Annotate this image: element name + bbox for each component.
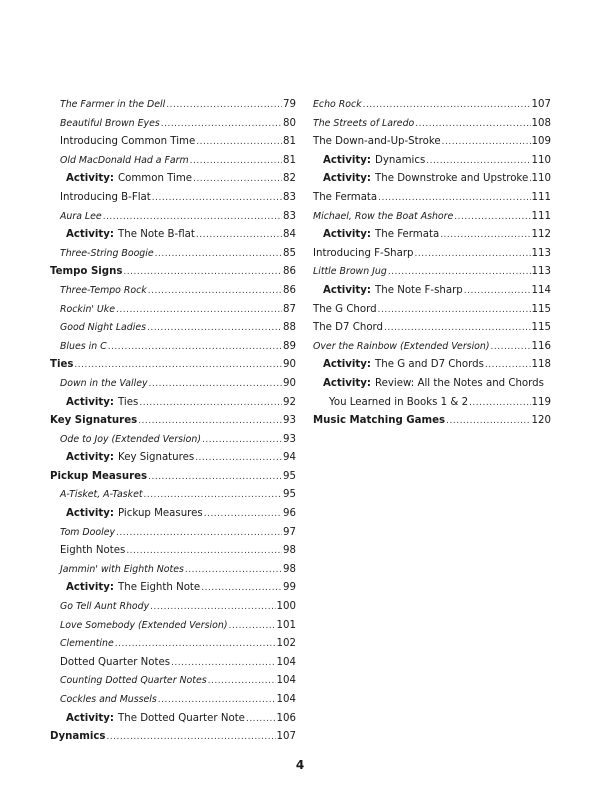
toc-entry-title <box>60 598 149 617</box>
toc-entry <box>50 486 296 505</box>
toc-page-number: 88 <box>283 322 296 334</box>
dot-leader <box>148 282 282 301</box>
toc-entry-title <box>50 468 147 487</box>
dot-leader <box>103 208 282 227</box>
toc-entry-title <box>66 710 245 729</box>
dot-leader <box>469 394 530 413</box>
toc-entry-title <box>313 338 490 357</box>
toc-entry-title <box>323 152 425 171</box>
toc-entry-title <box>60 524 115 543</box>
toc-entry <box>313 301 551 320</box>
dot-leader <box>108 338 282 357</box>
toc-right-column <box>313 96 551 431</box>
toc-page-number: 98 <box>283 545 296 557</box>
toc-entry <box>313 189 551 208</box>
toc-page-number: 94 <box>283 452 296 464</box>
toc-entry-text: The Note F-sharp <box>375 284 463 296</box>
toc-entry-title <box>60 319 146 338</box>
dot-leader <box>123 263 282 282</box>
toc-entry-text: The G and D7 Chords <box>375 359 484 371</box>
toc-page-number: 107 <box>531 99 551 110</box>
activity-label: Activity: <box>66 173 115 185</box>
toc-entry-title <box>60 617 227 636</box>
dot-leader <box>185 561 282 580</box>
toc-entry-title <box>60 152 189 171</box>
toc-page-number: 81 <box>283 154 296 166</box>
toc-entry-text: Pickup Measures <box>50 470 148 482</box>
toc-entry <box>313 375 551 394</box>
toc-entry <box>50 189 296 208</box>
activity-label: Activity: <box>66 229 115 241</box>
toc-entry-text: Ties <box>118 396 139 408</box>
toc-entry-title <box>323 282 463 301</box>
page-number: 4 <box>295 758 305 772</box>
toc-page-number: 102 <box>276 638 296 650</box>
toc-entry-title <box>313 245 414 264</box>
toc-page-number: 120 <box>531 415 551 427</box>
dot-leader <box>454 208 530 227</box>
toc-entry <box>313 282 551 301</box>
toc-entry-title <box>50 263 122 282</box>
toc-entry-text: Counting Dotted Quarter Notes <box>60 675 207 687</box>
toc-entry-title <box>60 635 114 654</box>
toc-page-number: 108 <box>531 117 551 129</box>
dot-leader <box>74 356 282 375</box>
toc-entry-title <box>60 375 148 394</box>
toc-page-number: 115 <box>531 322 551 334</box>
toc-entry <box>313 263 551 282</box>
dot-leader <box>415 115 530 134</box>
toc-entry-text: The Downstroke and Upstroke <box>375 173 529 185</box>
toc-entry-text: Aura Lee <box>60 210 102 222</box>
dot-leader <box>155 245 282 264</box>
dot-leader <box>388 263 531 282</box>
dot-leader <box>115 635 276 654</box>
toc-entry-text: The G Chord <box>313 303 377 315</box>
toc-entry-text: Down in the Valley <box>60 377 148 389</box>
toc-entry-text: Review: All the Notes and Chords <box>375 377 544 389</box>
toc-entry <box>50 579 296 598</box>
toc-entry-text: Go Tell Aunt Rhody <box>60 601 150 613</box>
toc-entry-title <box>313 319 383 338</box>
toc-page-number: 109 <box>531 136 551 148</box>
toc-entry-title <box>313 115 414 134</box>
toc-page-number: 107 <box>276 731 296 743</box>
dot-leader <box>138 412 282 431</box>
toc-entry-text: Key Signatures <box>50 415 138 427</box>
toc-page-number: 82 <box>283 173 296 185</box>
toc-entry-text: Introducing Common Time <box>60 136 196 148</box>
toc-page-number: 106 <box>276 712 296 724</box>
toc-entry-title <box>60 301 115 320</box>
toc-entry <box>50 208 296 227</box>
toc-entry <box>50 319 296 338</box>
dot-leader <box>195 449 282 468</box>
toc-entry-title <box>66 505 203 524</box>
toc-entry <box>50 282 296 301</box>
activity-label: Activity: <box>66 712 115 724</box>
dot-leader <box>149 375 283 394</box>
toc-entry <box>313 152 551 171</box>
toc-entry <box>50 710 296 729</box>
toc-entry <box>313 208 551 227</box>
dot-leader <box>363 96 531 115</box>
toc-entry-title <box>323 226 439 245</box>
dot-leader <box>147 319 282 338</box>
toc-entry <box>50 226 296 245</box>
toc-page-number: 86 <box>283 284 296 296</box>
toc-entry-text: Dynamics <box>50 731 106 743</box>
toc-entry <box>50 654 296 673</box>
dot-leader <box>529 170 530 189</box>
toc-entry-text: Pickup Measures <box>118 508 203 520</box>
toc-page-number: 119 <box>531 396 551 408</box>
dot-leader <box>116 301 282 320</box>
toc-entry <box>50 468 296 487</box>
dot-leader <box>246 710 276 729</box>
toc-entry-title <box>60 208 102 227</box>
toc-entry-text: Introducing B-Flat <box>60 191 151 203</box>
toc-entry <box>313 170 551 189</box>
toc-page-number: 111 <box>531 210 551 222</box>
toc-entry-text: The Farmer in the Dell <box>60 99 166 110</box>
dot-leader <box>201 579 282 598</box>
toc-entry-text: Ode to Joy (Extended Version) <box>60 433 201 445</box>
toc-entry <box>313 319 551 338</box>
toc-entry-text: The Fermata <box>313 191 378 203</box>
activity-label: Activity: <box>66 508 115 520</box>
toc-entry <box>313 96 551 115</box>
toc-entry-title <box>313 263 387 282</box>
toc-page-number: 113 <box>531 266 551 278</box>
toc-entry <box>313 226 551 245</box>
toc-entry-title <box>60 691 157 710</box>
dot-leader <box>202 431 282 450</box>
toc-page-number: 80 <box>283 117 296 129</box>
dot-leader <box>190 152 282 171</box>
dot-leader <box>384 319 531 338</box>
toc-entry <box>50 431 296 450</box>
dot-leader <box>464 282 531 301</box>
toc-entry-text: A-Tisket, A-Tasket <box>60 489 143 501</box>
toc-page-number: 93 <box>283 415 296 427</box>
toc-entry-text: The Streets of Laredo <box>313 117 415 129</box>
toc-page-number: 111 <box>531 191 551 203</box>
toc-page-number: 110 <box>531 154 551 166</box>
toc-page-number: 83 <box>283 210 296 222</box>
toc-page-number: 101 <box>276 619 296 631</box>
toc-entry-title <box>323 375 544 394</box>
activity-label: Activity: <box>323 154 372 166</box>
toc-entry-title <box>60 133 195 152</box>
dot-leader <box>426 152 530 171</box>
toc-entry <box>50 301 296 320</box>
toc-entry <box>50 245 296 264</box>
toc-entry <box>50 263 296 282</box>
activity-label: Activity: <box>66 396 115 408</box>
toc-entry-title <box>60 431 201 450</box>
toc-entry-text: Key Signatures <box>118 452 195 464</box>
toc-page-number: 83 <box>283 191 296 203</box>
toc-entry-title <box>50 728 105 747</box>
toc-entry-title <box>313 301 377 320</box>
toc-entry <box>50 672 296 691</box>
toc-entry <box>50 505 296 524</box>
dot-leader <box>126 542 282 561</box>
toc-page-number: 90 <box>283 359 296 371</box>
toc-entry <box>50 338 296 357</box>
toc-entry-text: Common Time <box>118 173 193 185</box>
activity-label: Activity: <box>323 377 372 389</box>
toc-entry-text: The Down-and-Up-Stroke <box>313 136 441 148</box>
toc-entry-text: The Eighth Note <box>118 582 201 594</box>
toc-entry <box>313 338 551 357</box>
dot-leader <box>171 654 275 673</box>
toc-entry-text: Dynamics <box>375 154 426 166</box>
toc-entry-title <box>60 96 165 115</box>
toc-entry-title <box>60 338 107 357</box>
toc-entry-text: The D7 Chord <box>313 322 384 334</box>
toc-entry-title <box>323 356 484 375</box>
toc-entry-title <box>60 561 184 580</box>
activity-label: Activity: <box>323 229 372 241</box>
toc-page-number: 115 <box>531 303 551 315</box>
toc-page-number: 90 <box>283 377 296 389</box>
toc-entry <box>50 115 296 134</box>
dot-leader <box>106 728 275 747</box>
toc-entry-title <box>66 579 200 598</box>
dot-leader <box>204 505 282 524</box>
toc-entry-title <box>60 245 154 264</box>
toc-entry-text: Old MacDonald Had a Farm <box>60 154 189 166</box>
toc-page-number: 87 <box>283 303 296 315</box>
toc-entry-text: Eighth Notes <box>60 545 126 557</box>
toc-entry-title <box>50 412 137 431</box>
dot-leader <box>152 189 282 208</box>
dot-leader <box>208 672 276 691</box>
toc-page-number: 89 <box>283 340 296 352</box>
activity-label: Activity: <box>323 359 372 371</box>
toc-entry-title <box>50 356 73 375</box>
toc-entry-title <box>66 170 192 189</box>
toc-entry-text: Good Night Ladies <box>60 322 147 334</box>
toc-entry <box>313 133 551 152</box>
dot-leader <box>228 617 275 636</box>
toc-page-number: 86 <box>283 266 296 278</box>
dot-leader <box>150 598 275 617</box>
toc-entry-text: The Note B-flat <box>118 229 195 241</box>
toc-entry-title <box>60 282 147 301</box>
toc-entry-text: Beautiful Brown Eyes <box>60 117 160 129</box>
toc-page-number: 79 <box>283 99 296 110</box>
toc-page-number: 98 <box>283 563 296 575</box>
dot-leader <box>116 524 282 543</box>
toc-entry-title <box>313 189 377 208</box>
toc-entry-text: Dotted Quarter Notes <box>60 656 171 668</box>
toc-page-number: 112 <box>531 229 551 241</box>
dot-leader <box>440 226 530 245</box>
toc-entry-text: Cockles and Mussels <box>60 694 157 705</box>
toc-entry-text: Three-String Boogie <box>60 247 154 259</box>
toc-page-number: 99 <box>283 582 296 594</box>
activity-label: Activity: <box>66 582 115 594</box>
toc-entry-text: The Fermata <box>375 229 440 241</box>
toc-page-number: 92 <box>283 396 296 408</box>
toc-page-number: 118 <box>531 359 551 371</box>
toc-entry-title <box>66 394 138 413</box>
dot-leader <box>139 394 282 413</box>
toc-entry <box>50 598 296 617</box>
toc-page-number: 95 <box>283 470 296 482</box>
toc-entry-title <box>60 115 160 134</box>
toc-entry-title <box>60 189 151 208</box>
toc-entry <box>50 375 296 394</box>
toc-entry <box>50 542 296 561</box>
toc-entry-title <box>60 542 125 561</box>
toc-entry-text: Over the Rainbow (Extended Version) <box>313 340 490 352</box>
dot-leader <box>415 245 531 264</box>
toc-entry <box>50 728 296 747</box>
activity-label: Activity: <box>66 452 115 464</box>
dot-leader <box>193 170 282 189</box>
toc-page-number: 100 <box>276 601 296 613</box>
dot-leader <box>378 301 531 320</box>
toc-entry <box>50 524 296 543</box>
dot-leader <box>442 133 531 152</box>
toc-entry-text: Introducing F-Sharp <box>313 247 414 259</box>
dot-leader <box>161 115 282 134</box>
toc-page-number: 93 <box>283 433 296 445</box>
toc-entry <box>313 394 551 413</box>
toc-entry <box>313 356 551 375</box>
toc-entry-title <box>66 226 195 245</box>
toc-entry-text: Three-Tempo Rock <box>60 284 147 296</box>
toc-entry <box>50 170 296 189</box>
dot-leader <box>491 338 531 357</box>
toc-page-number: 113 <box>531 247 551 259</box>
toc-entry-text: Music Matching Games <box>313 415 446 427</box>
toc-page-number: 81 <box>283 136 296 148</box>
toc-page-number: 97 <box>283 526 296 538</box>
toc-entry <box>50 152 296 171</box>
dot-leader <box>446 412 530 431</box>
toc-entry <box>50 412 296 431</box>
toc-page-number: 104 <box>276 694 296 705</box>
toc-entry-text: Jammin' with Eighth Notes <box>60 563 184 575</box>
toc-entry-title <box>60 486 143 505</box>
toc-entry-text: Clementine <box>60 638 114 650</box>
toc-entry-text: You Learned in Books 1 & 2 <box>329 396 469 408</box>
toc-entry-title <box>66 449 194 468</box>
toc-entry-text: Rockin' Uke <box>60 303 115 315</box>
toc-entry-title <box>323 170 528 189</box>
toc-page-number: 96 <box>283 508 296 520</box>
toc-entry <box>50 96 296 115</box>
dot-leader <box>196 226 282 245</box>
toc-page-number: 84 <box>283 229 296 241</box>
toc-page-number: 104 <box>276 656 296 668</box>
toc-entry <box>313 115 551 134</box>
toc-entry-text: Blues in C <box>60 340 107 352</box>
toc-left-column <box>50 96 296 747</box>
activity-label: Activity: <box>323 284 372 296</box>
toc-entry <box>50 617 296 636</box>
toc-entry-text: The Dotted Quarter Note <box>118 712 245 724</box>
toc-entry-text: Echo Rock <box>313 99 362 110</box>
dot-leader <box>158 691 276 710</box>
dot-leader <box>196 133 282 152</box>
toc-entry-title <box>313 412 445 431</box>
toc-entry-text: Michael, Row the Boat Ashore <box>313 210 454 222</box>
toc-entry <box>50 691 296 710</box>
toc-entry <box>50 133 296 152</box>
toc-page-number: 114 <box>531 284 551 296</box>
toc-entry-title <box>60 654 170 673</box>
toc-entry-title <box>313 133 441 152</box>
toc-entry <box>50 394 296 413</box>
toc-page-number: 85 <box>283 247 296 259</box>
toc-entry <box>313 245 551 264</box>
toc-page-number: 104 <box>276 675 296 687</box>
dot-leader <box>166 96 282 115</box>
toc-entry <box>313 412 551 431</box>
toc-entry-text: Ties <box>50 359 74 371</box>
toc-entry-text: Tempo Signs <box>50 266 123 278</box>
toc-page-number: 116 <box>531 340 551 352</box>
toc-page-number: 110 <box>531 173 551 185</box>
toc-entry-title <box>313 96 362 115</box>
dot-leader <box>144 486 283 505</box>
toc-entry <box>50 449 296 468</box>
dot-leader <box>485 356 531 375</box>
toc-entry-title <box>60 672 207 691</box>
dot-leader <box>378 189 530 208</box>
dot-leader <box>148 468 282 487</box>
toc-entry <box>50 356 296 375</box>
toc-entry-text: Love Somebody (Extended Version) <box>60 619 228 631</box>
toc-page-number: 95 <box>283 489 296 501</box>
activity-label: Activity: <box>323 173 372 185</box>
toc-entry-text: Little Brown Jug <box>313 266 387 278</box>
toc-entry <box>50 561 296 580</box>
toc-entry-title <box>313 208 453 227</box>
toc-entry-text: Tom Dooley <box>60 526 116 538</box>
toc-entry <box>50 635 296 654</box>
toc-entry-title <box>329 394 468 413</box>
